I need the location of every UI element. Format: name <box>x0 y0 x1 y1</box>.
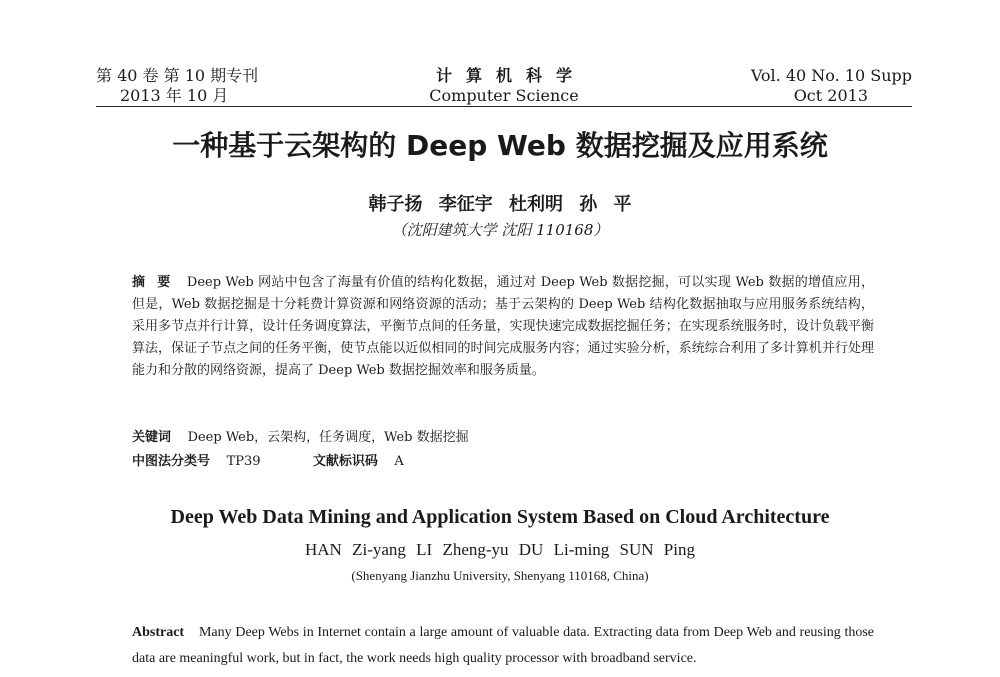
doc-code-value: A <box>394 454 404 469</box>
keywords-zh-label: 关键词 <box>132 430 172 445</box>
paper-title-zh: 一种基于云架构的 Deep Web 数据挖掘及应用系统 <box>172 129 828 162</box>
header-date-zh: 2013 年 10 月 <box>120 86 229 105</box>
header-vol-no: Vol. 40 No. 10 Supp <box>750 66 912 85</box>
doc-code-label: 文献标识码 <box>312 454 378 469</box>
keywords-zh <box>132 428 469 448</box>
header-volume: 第 40 卷 第 10 期专刊 <box>96 66 259 85</box>
paper-title-en: Deep Web Data Mining and Application System Based on Cloud Architecture <box>170 506 830 528</box>
classification-line <box>132 452 404 472</box>
clc-label: 中图法分类号 <box>132 454 211 469</box>
abstract-en-text: Many Deep Webs in Internet contain a large amount of valuable data. Extracting data from Deep Web and reusing those data are meaningful work, but in fact, the work needs high quality processor with broadband service. <box>132 625 875 666</box>
authors-zh: 韩子扬 李征宇 杜利明 孙 平 <box>368 194 632 215</box>
authors-en: HAN Zi-yang LI Zheng-yu DU Li-ming SUN Ping <box>305 540 695 559</box>
abstract-zh-text: Deep Web 网站中包含了海量有价值的结构化数据，通过对 Deep Web 数据挖掘，可以实现 Web 数据的增值应用，但是，Web 数据挖掘是十分耗费计算资源和网络资源的活动；基于云架构的 Deep Web 结构化数据抽取与应用服务系统结构，采用多节点并行计算，设计任务调度算法，平衡节点间的任务量，实现快速完成数据挖掘任务；在实现系统服务时，设计负载平衡算法，保证子节点之间的任务平衡，使节点能以近似相同的时间完成服务内容；通过实验分析，系统综合利用了多计算机并行处理能力和分散的网络资源，提高了 Deep Web 数据挖掘效率和服务质量。 <box>132 275 874 378</box>
abstract-zh-label: 摘要 <box>132 275 183 290</box>
abstract-en-label: Abstract <box>132 625 185 640</box>
abstract-en <box>132 620 874 672</box>
journal-name-en: Computer Science <box>429 86 579 105</box>
header-rule <box>96 106 912 107</box>
affiliation-en: (Shenyang Jianzhu University, Shenyang 110168, China) <box>351 568 649 583</box>
header-date-en: Oct 2013 <box>793 86 868 105</box>
running-header <box>96 66 912 106</box>
clc-value: TP39 <box>226 454 261 469</box>
header-volume-en <box>751 66 912 106</box>
abstract-zh <box>132 272 874 382</box>
keywords-zh-text: Deep Web，云架构，任务调度，Web 数据挖掘 <box>187 430 469 445</box>
affiliation-zh: （沈阳建筑大学 沈阳 110168） <box>391 221 609 239</box>
journal-name-zh: 计算机科学 <box>435 66 586 85</box>
